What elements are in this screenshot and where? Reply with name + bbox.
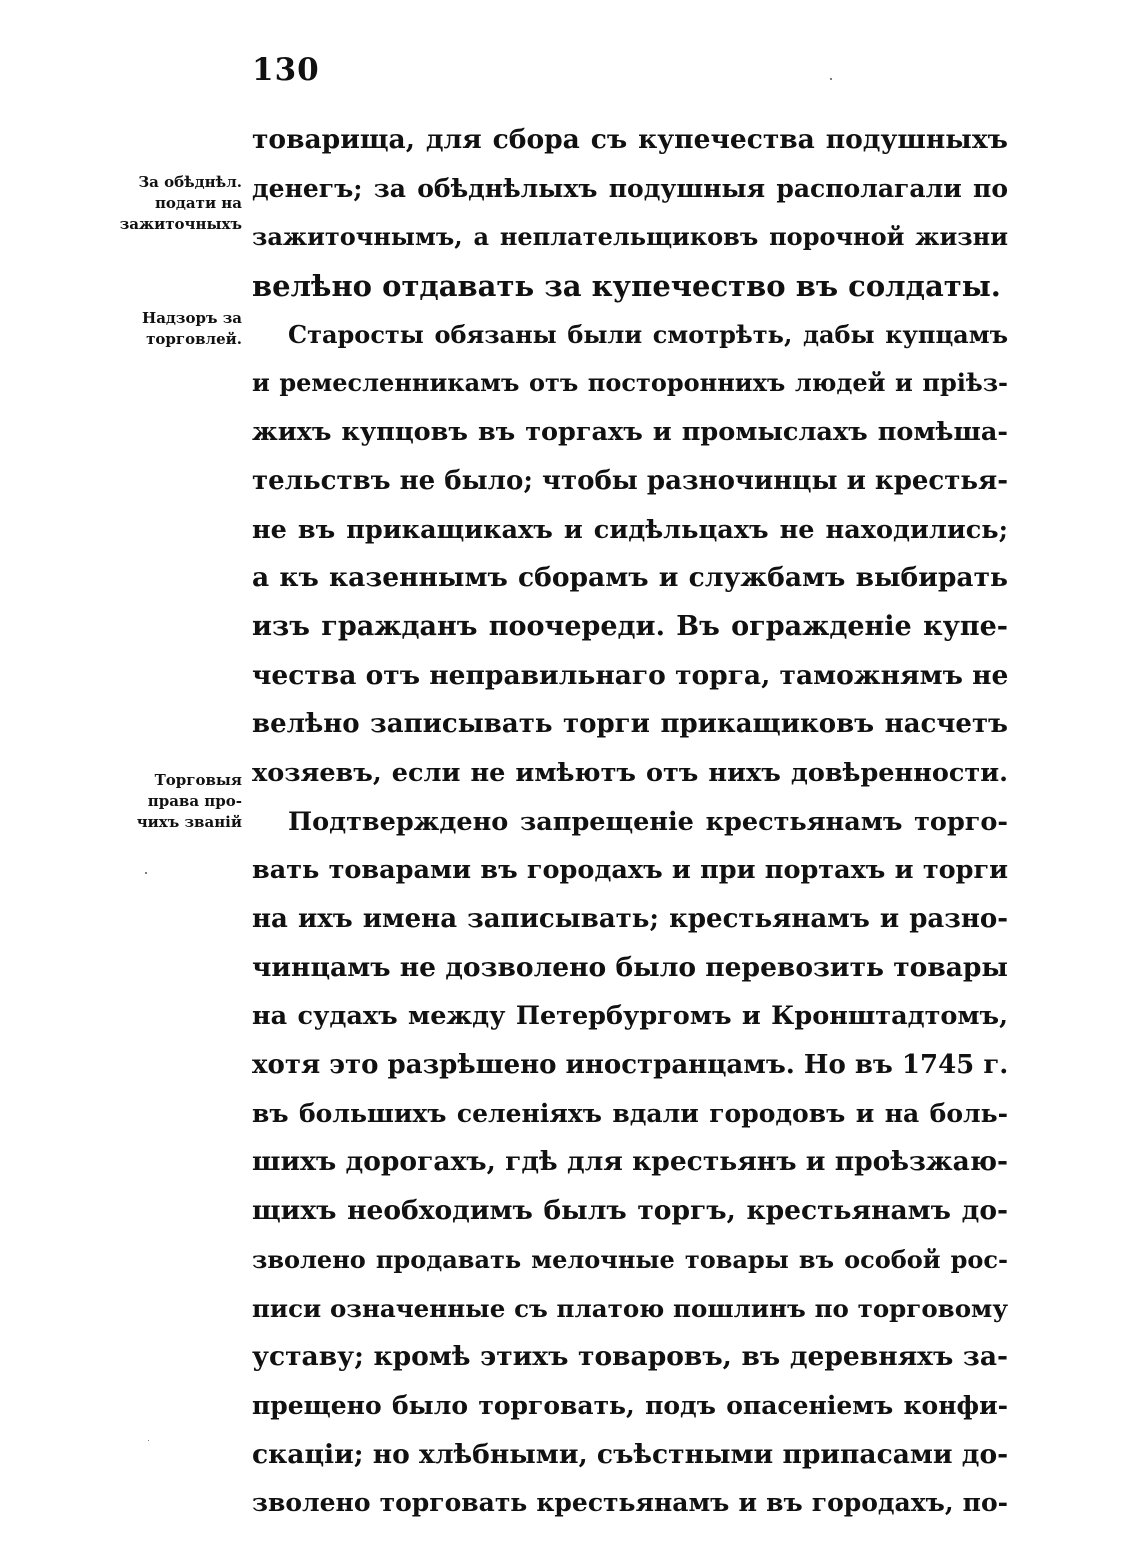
text-line: въ большихъ селеніяхъ вдали городовъ и на боль- [252, 1098, 1008, 1128]
text-line: чества отъ неправильнаго торга, таможнямъ не [252, 659, 1008, 691]
margin-note-trade-rights [137, 770, 242, 833]
text-line: щихъ необходимъ былъ торгъ, крестьянамъ до- [252, 1195, 1008, 1227]
margin-note-line: За обѣднѣл. [138, 173, 242, 191]
text-line: хотя это разрѣшено иностранцамъ. Но въ 1745 г. [252, 1050, 1008, 1081]
margin-note-line: зажиточныхъ [119, 215, 242, 233]
text-line: не въ прикащикахъ и сидѣльцахъ не находились; [252, 514, 1008, 545]
text-line: прещено было торговать, подъ опасеніемъ конфи- [252, 1390, 1008, 1420]
text-line: а къ казеннымъ сборамъ и службамъ выбирать [252, 562, 1008, 594]
text-line: и ремесленникамъ отъ постороннихъ людей и пріѣз- [252, 368, 1008, 398]
text-line: жихъ купцовъ въ торгахъ и промыслахъ помѣша- [252, 417, 1008, 448]
text-line: Старосты обязаны были смотрѣть, дабы купцамъ [288, 319, 1008, 349]
text-line: велѣно записывать торги прикащиковъ насчетъ [252, 709, 1008, 740]
margin-note-line: Надзоръ за [142, 309, 242, 327]
margin-note-line: торговлей. [146, 330, 242, 348]
text-line: тельствъ не было; чтобы разночинцы и крестья- [252, 465, 1008, 496]
text-line: товарища, для сбора съ купечества подушныхъ [252, 124, 1008, 155]
text-line: зволено торговать крестьянамъ и въ городахъ, по- [252, 1488, 1008, 1518]
text-line: велѣно отдавать за купечество въ солдаты. [252, 269, 1001, 304]
text-line: скаціи; но хлѣбными, съѣстными припасами до- [252, 1438, 1008, 1470]
page-number: 130 [252, 52, 320, 88]
text-line: зволено продавать мелочные товары въ особой рос- [252, 1244, 1008, 1274]
text-line: чинцамъ не дозволено было перевозить товары [252, 951, 1008, 983]
text-line: Подтверждено запрещеніе крестьянамъ торго- [288, 806, 1008, 837]
text-line: писи означенные съ платою пошлинъ по торговому [252, 1293, 1008, 1323]
scan-speck [145, 872, 147, 874]
text-line: изъ гражданъ поочереди. Въ огражденіе купе- [252, 610, 1008, 642]
text-line: вать товарами въ городахъ и при портахъ и торги [252, 855, 1008, 886]
text-line: шихъ дорогахъ, гдѣ для крестьянъ и проѣзжаю- [252, 1146, 1008, 1178]
margin-note-impoverished-taxes [120, 172, 242, 235]
text-line: зажиточнымъ, а неплательщиковъ порочной жизни [252, 222, 1008, 252]
margin-note-line: права про- [147, 792, 242, 810]
text-line: на ихъ имена записывать; крестьянамъ и разно- [252, 904, 1008, 934]
text-line: на судахъ между Петербургомъ и Кронштадтомъ, [252, 1001, 1008, 1032]
margin-note-line: чихъ званій [136, 813, 242, 831]
text-line: хозяевъ, если не имѣютъ отъ нихъ довѣренности. [252, 757, 1008, 788]
text-line: денегъ; за обѣднѣлыхъ подушныя располагали по [252, 173, 1008, 203]
margin-note-trade-supervision [142, 308, 242, 350]
margin-note-line: Торговыя [154, 771, 242, 789]
margin-note-line: подати на [154, 194, 242, 212]
scan-speck [830, 78, 832, 80]
body-text [252, 116, 1008, 1528]
scan-speck [148, 1440, 149, 1441]
text-line: уставу; кромѣ этихъ товаровъ, въ деревняхъ за- [252, 1341, 1008, 1373]
